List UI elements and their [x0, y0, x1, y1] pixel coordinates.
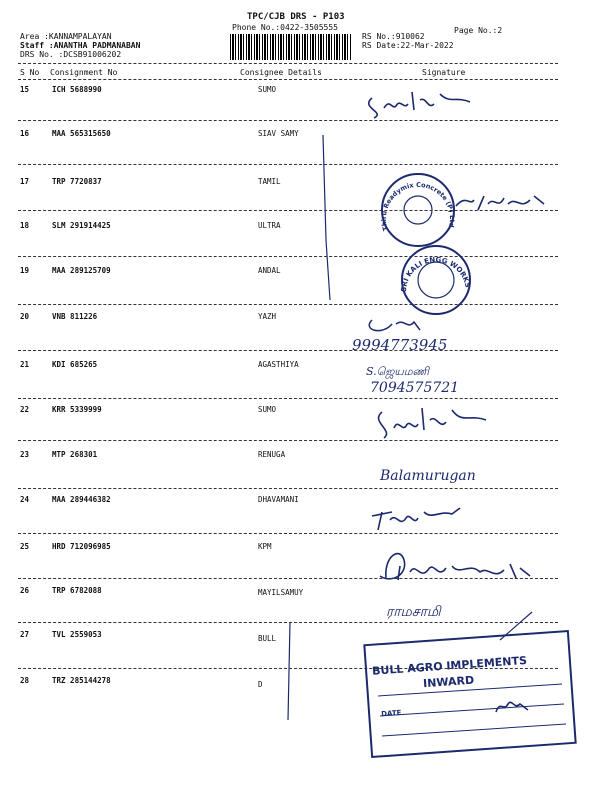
row-consignee: TAMIL [258, 177, 281, 186]
row-consignee: AGASTHIYA [258, 360, 299, 369]
document-title: TPC/CJB DRS - P103 [247, 12, 345, 22]
row-consignment: MTP 268301 [52, 450, 98, 459]
concrete-company-stamp [380, 174, 456, 246]
row-consignee: SIAV SAMY [258, 129, 299, 138]
svg-text:SRI KALI ENGG WORKS [400, 256, 472, 292]
signature-row-25 [380, 554, 530, 580]
stamp-works-text: SRI KALI ENGG WORKS [399, 255, 472, 293]
row-sno: 16 [20, 129, 30, 138]
row-consignment: TRP 7720837 [52, 177, 102, 186]
signature-row-17 [456, 196, 544, 210]
row-sno: 21 [20, 360, 30, 369]
bracket-line [288, 622, 290, 720]
row-consignment: ICH 5688990 [52, 85, 102, 94]
drs-number: DRS No. :DCSB91006202 [20, 50, 122, 59]
stamp-bull-date: DATE [380, 708, 402, 719]
row-consignee: MAYILSAMUY [258, 588, 304, 597]
row-sno: 27 [20, 630, 30, 639]
works-stamp [400, 246, 472, 314]
row-consignee: SUMO [258, 405, 277, 414]
row-consignee: ANDAL [258, 266, 281, 275]
signature-row-20 [369, 320, 420, 331]
signature-row-24 [372, 508, 460, 530]
stamp-bull-line1: BULL AGRO IMPLEMENTS [371, 653, 528, 678]
signature-row-22 [379, 408, 486, 438]
row-consignment: TVL 2559053 [52, 630, 102, 639]
col-signature: Signature [422, 68, 466, 77]
row-consignment: VNB 811226 [52, 312, 98, 321]
phone-number: Phone No.:0422-3505555 [232, 23, 338, 32]
col-consignee: Consignee Details [240, 68, 322, 77]
bull-agro-stamp [364, 631, 575, 757]
col-consignment: Consignment No [50, 68, 118, 77]
row-sno: 23 [20, 450, 30, 459]
row-consignment: KRR 5339999 [52, 405, 102, 414]
row-consignment: TRZ 285144278 [52, 676, 111, 685]
row-sno: 15 [20, 85, 30, 94]
bracket-line [323, 135, 330, 300]
stamp-bull-line2: INWARD [422, 673, 475, 691]
row-consignee: ULTRA [258, 221, 281, 230]
row-sno: 22 [20, 405, 30, 414]
row-sno: 28 [20, 676, 30, 685]
row-sno: 19 [20, 266, 30, 275]
area-label: Area :KANNAMPALAYAN [20, 32, 112, 41]
row-consignment: MAA 289125709 [52, 266, 111, 275]
row-consignment: TRP 6782088 [52, 586, 102, 595]
row-consignee: RENUGA [258, 450, 286, 459]
row-consignee: SUMO [258, 85, 277, 94]
row-sno: 25 [20, 542, 30, 551]
row-sno: 24 [20, 495, 30, 504]
row-sno: 17 [20, 177, 30, 186]
row-consignment: HRD 712096985 [52, 542, 111, 551]
row-consignee: KPM [258, 542, 272, 551]
rs-number: RS No.:910062 [362, 32, 425, 41]
row-consignment: KDI 685265 [52, 360, 98, 369]
row-sno: 20 [20, 312, 30, 321]
row-sno: 26 [20, 586, 30, 595]
handwritten-phone-2: 7094575721 [370, 380, 460, 396]
row-consignee: BULL [258, 634, 277, 643]
handwritten-name-26: ராமசாமி [386, 604, 441, 620]
handwritten-name-23: Balamurugan [380, 468, 476, 484]
row-sno: 18 [20, 221, 30, 230]
row-consignment: SLM 291914425 [52, 221, 111, 230]
staff-label: Staff :ANANTHA PADMANABAN [20, 41, 141, 50]
row-consignment: MAA 565315650 [52, 129, 111, 138]
rs-date: RS Date:22-Mar-2022 [362, 41, 454, 50]
signature-row-15 [369, 92, 470, 118]
handwritten-name-21: S.ஜெயமணி [366, 365, 430, 378]
row-consignment: MAA 289446382 [52, 495, 111, 504]
page-number: Page No.:2 [454, 26, 503, 35]
stamp-concrete-text: Thiru Readymix Concrete (P) Ltd. [379, 180, 457, 232]
row-consignee: YAZH [258, 312, 277, 321]
row-consignee: D [258, 680, 263, 689]
col-sno: S No [20, 68, 40, 77]
handwritten-phone-1: 9994773945 [352, 336, 448, 354]
row-consignee: DHAVAMANI [258, 495, 299, 504]
